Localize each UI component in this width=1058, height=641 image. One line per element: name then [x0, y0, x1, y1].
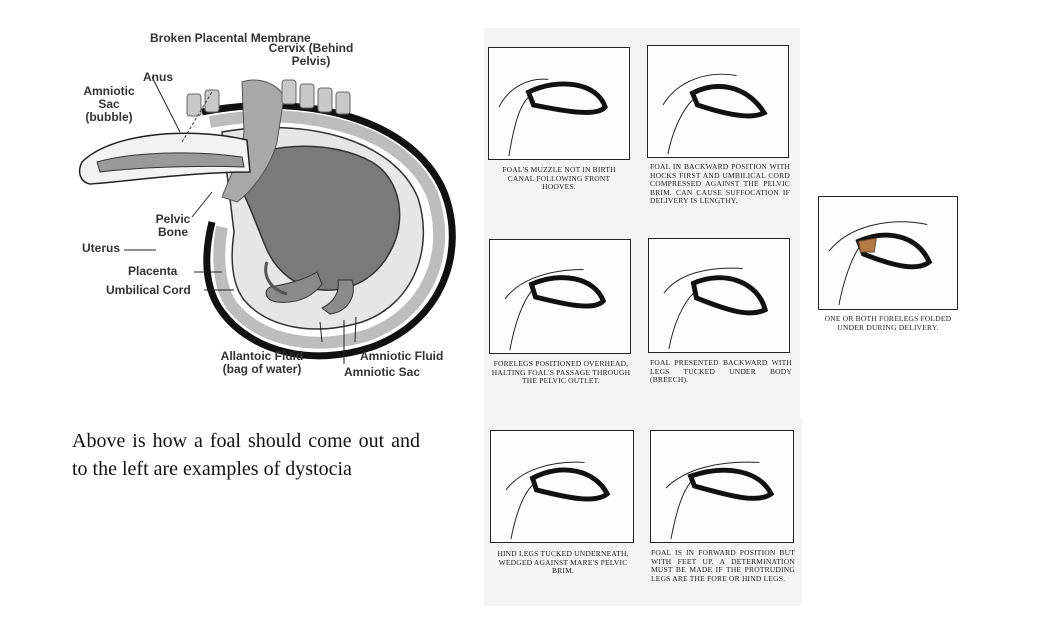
dystocia-panel-1 — [488, 47, 630, 160]
label-umbilical-cord: Umbilical Cord — [106, 283, 191, 297]
label-amniotic-fluid: Amniotic Fluid — [360, 349, 444, 363]
dystocia-panel-6 — [490, 430, 634, 543]
panel-7-caption: FOAL IS IN FORWARD POSITION BUT WITH FEET UP. A DETERMINATION MUST BE MADE IF THE PROTRUDING LEGS ARE THE FORE OR HIND LEGS. — [651, 548, 795, 583]
label-pelvic-bone: Pelvic Bone — [155, 212, 191, 239]
panel-3-caption: ONE OR BOTH FORELEGS FOLDED UNDER DURING DELIVERY. — [824, 314, 952, 332]
panel-2-caption: FOAL IN BACKWARD POSITION WITH HOCKS FIRST AND UMBILICAL CORD COMPRESSED AGAINST THE PELVIC BRIM. CAN CAUSE SUFFOCATION IF DELIVERY IS LENGTHY. — [650, 162, 790, 205]
label-amniotic-sac-bubble: Amniotic Sac (bubble) — [83, 84, 135, 124]
panel-6-caption: HIND LEGS TUCKED UNDERNEATH, WEDGED AGAINST MARE'S PELVIC BRIM. — [497, 549, 629, 575]
label-placenta: Placenta — [128, 264, 178, 278]
panel-1-illustration — [489, 48, 629, 159]
panel-1-caption: FOAL'S MUZZLE NOT IN BIRTH CANAL FOLLOWING FRONT HOOVES. — [502, 165, 616, 191]
description-text: Above is how a foal should come out and to the left are examples of dystocia — [72, 430, 420, 480]
panel-3-illustration — [819, 197, 957, 309]
dystocia-panel-5 — [648, 238, 790, 353]
dystocia-panel-7 — [650, 430, 794, 543]
label-amniotic-sac: Amniotic Sac — [344, 365, 421, 379]
normal-foaling-diagram — [72, 22, 472, 392]
label-uterus: Uterus — [82, 241, 121, 255]
dystocia-panel-2 — [647, 45, 789, 158]
panel-5-illustration — [649, 239, 789, 352]
dystocia-panel-4 — [489, 239, 631, 354]
panel-6-illustration — [491, 431, 633, 542]
foal-in-utero-illustration — [72, 22, 472, 392]
label-allantoic-fluid: Allantoic Fluid (bag of water) — [220, 349, 304, 376]
panel-4-caption: FORELEGS POSITIONED OVERHEAD, HALTING FOAL'S PASSAGE THROUGH THE PELVIC OUTLET. — [491, 359, 631, 385]
label-broken-membrane: Broken Placental Membrane — [150, 31, 311, 45]
panel-4-illustration — [490, 240, 630, 353]
panel-2-illustration — [648, 46, 788, 157]
dystocia-panel-3 — [818, 196, 958, 310]
panel-5-caption: FOAL PRESENTED BACKWARD WITH LEGS TUCKED UNDER BODY (BREECH). — [650, 358, 792, 384]
panel-7-illustration — [651, 431, 793, 542]
label-cervix: Cervix (Behind Pelvis) — [268, 41, 354, 68]
label-anus: Anus — [143, 70, 173, 84]
